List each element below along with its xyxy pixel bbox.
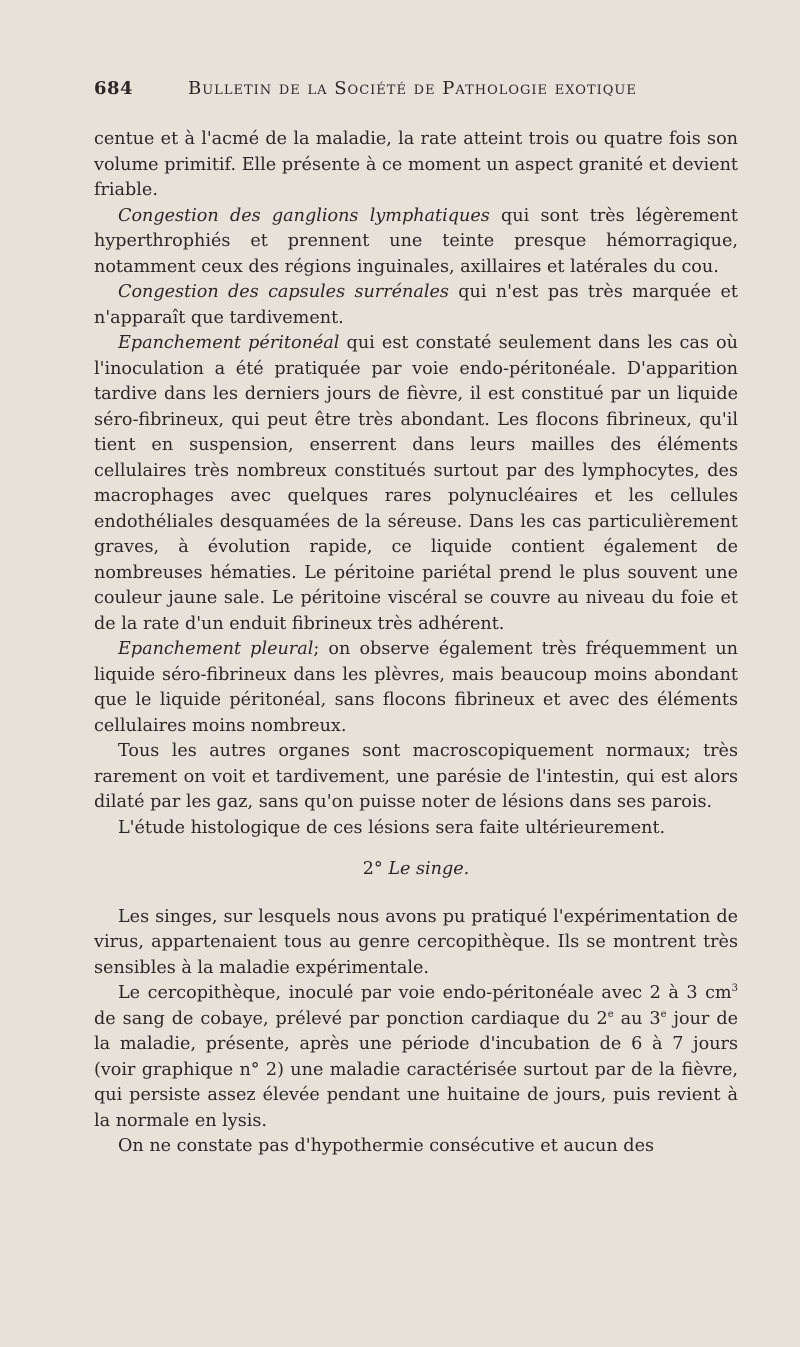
paragraph-text: qui sont très légèrement hyperthrophiés et prennent une teinte presque hémorragique, notamment ceux des régions inguinales, axillaires et latérales du cou. [94,205,738,277]
paragraph-text: au 3 [613,1008,661,1029]
paragraph-ganglions [94,204,738,281]
superscript: e [607,1008,614,1020]
paragraph-other-organs: Tous les autres organes sont macroscopiquement normaux; très rarement on voit et tardivement, une parésie de l'intestin, qui est alors dilaté par les gaz, sans qu'on puisse noter de lésions dans ses parois. [94,741,738,812]
paragraph-singes: Les singes, sur lesquels nous avons pu pratiqué l'expérimentation de virus, appartenaient tous au genre cercopithèque. Ils se montrent très sensibles à la maladie expérimentale. [94,906,738,978]
paragraph-continuation: centue et à l'acmé de la maladie, la rate atteint trois ou quatre fois son volume primitif. Elle présente à ce moment un aspect granité et devient friable. [94,129,738,200]
paragraph-heading: Epanchement pleural [118,639,314,659]
paragraph-heading: Epanchement péritonéal [118,333,340,353]
paragraph-cercopitheque [94,981,738,1134]
paragraph-text: ; on observe également très fréquemment un liquide séro-fibrineux dans les plèvres, mais beaucoup moins abondant que le liquide péritonéal, sans flocons fibrineux et avec des éléments cellulaires moins nombreux. [94,639,738,736]
paragraph-peritoneal [94,331,738,637]
paragraph-text: qui est constaté seulement dans les cas où l'inoculation a été pratiquée par voie endo-péritonéale. D'apparition tardive dans les derniers jours de fièvre, il est constitué par un liquide séro-fibrineux, qui peut être très abondant. Les flocons fibrineux, qu'il tient en suspension, enserrent dans leurs mailles des éléments cellulaires très nombreux constitués surtout par des lymphocytes, des macrophages avec quelques rares polynucléaires et les cellules endothéliales desquamées de la séreuse. Dans les cas particulièrement graves, à évolution rapide, ce liquide contient également de nombreuses hématies. Le péritoine pariétal prend le plus souvent une couleur jaune sale. Le péritoine viscéral se couvre au niveau du foie et de la rate d'un enduit fibrineux très adhérent. [94,333,738,634]
section-heading [94,857,738,883]
paragraph-capsules [94,280,738,331]
paragraph-heading: Congestion des capsules surrénales [118,282,449,302]
page-number: 684 [94,78,134,99]
paragraph-histology: L'étude histologique de ces lésions sera faite ultérieurement. [118,817,666,838]
paragraph-text: de sang de cobaye, prélevé par ponction cardiaque du 2 [94,1008,608,1029]
superscript: e [660,1008,667,1020]
paragraph-hypothermie: On ne constate pas d'hypothermie consécutive et aucun des [118,1136,655,1156]
paragraph-text: Le cercopithèque, inoculé par voie endo-péritonéale avec 2 à 3 cm [118,983,732,1003]
paragraph-heading: Congestion des ganglions lymphatiques [118,205,490,226]
section-number: 2° [362,859,383,879]
running-title: Bulletin de la Société de Pathologie exotique [188,78,637,99]
superscript: 3 [731,983,738,995]
body-text [94,127,738,1160]
paragraph-text: jour de la maladie, présente, après une période d'incubation de 6 à 7 jours (voir graphique n° 2) une maladie caractérisée surtout par de la fièvre, qui persiste assez élevée pendant une huitaine de jours, puis revient à la normale en lysis. [94,1008,739,1131]
paragraph-pleural [94,637,738,739]
section-title: Le singe. [388,859,470,879]
paragraph-text: qui n'est pas très marquée et n'apparaît que tardivement. [94,282,738,328]
